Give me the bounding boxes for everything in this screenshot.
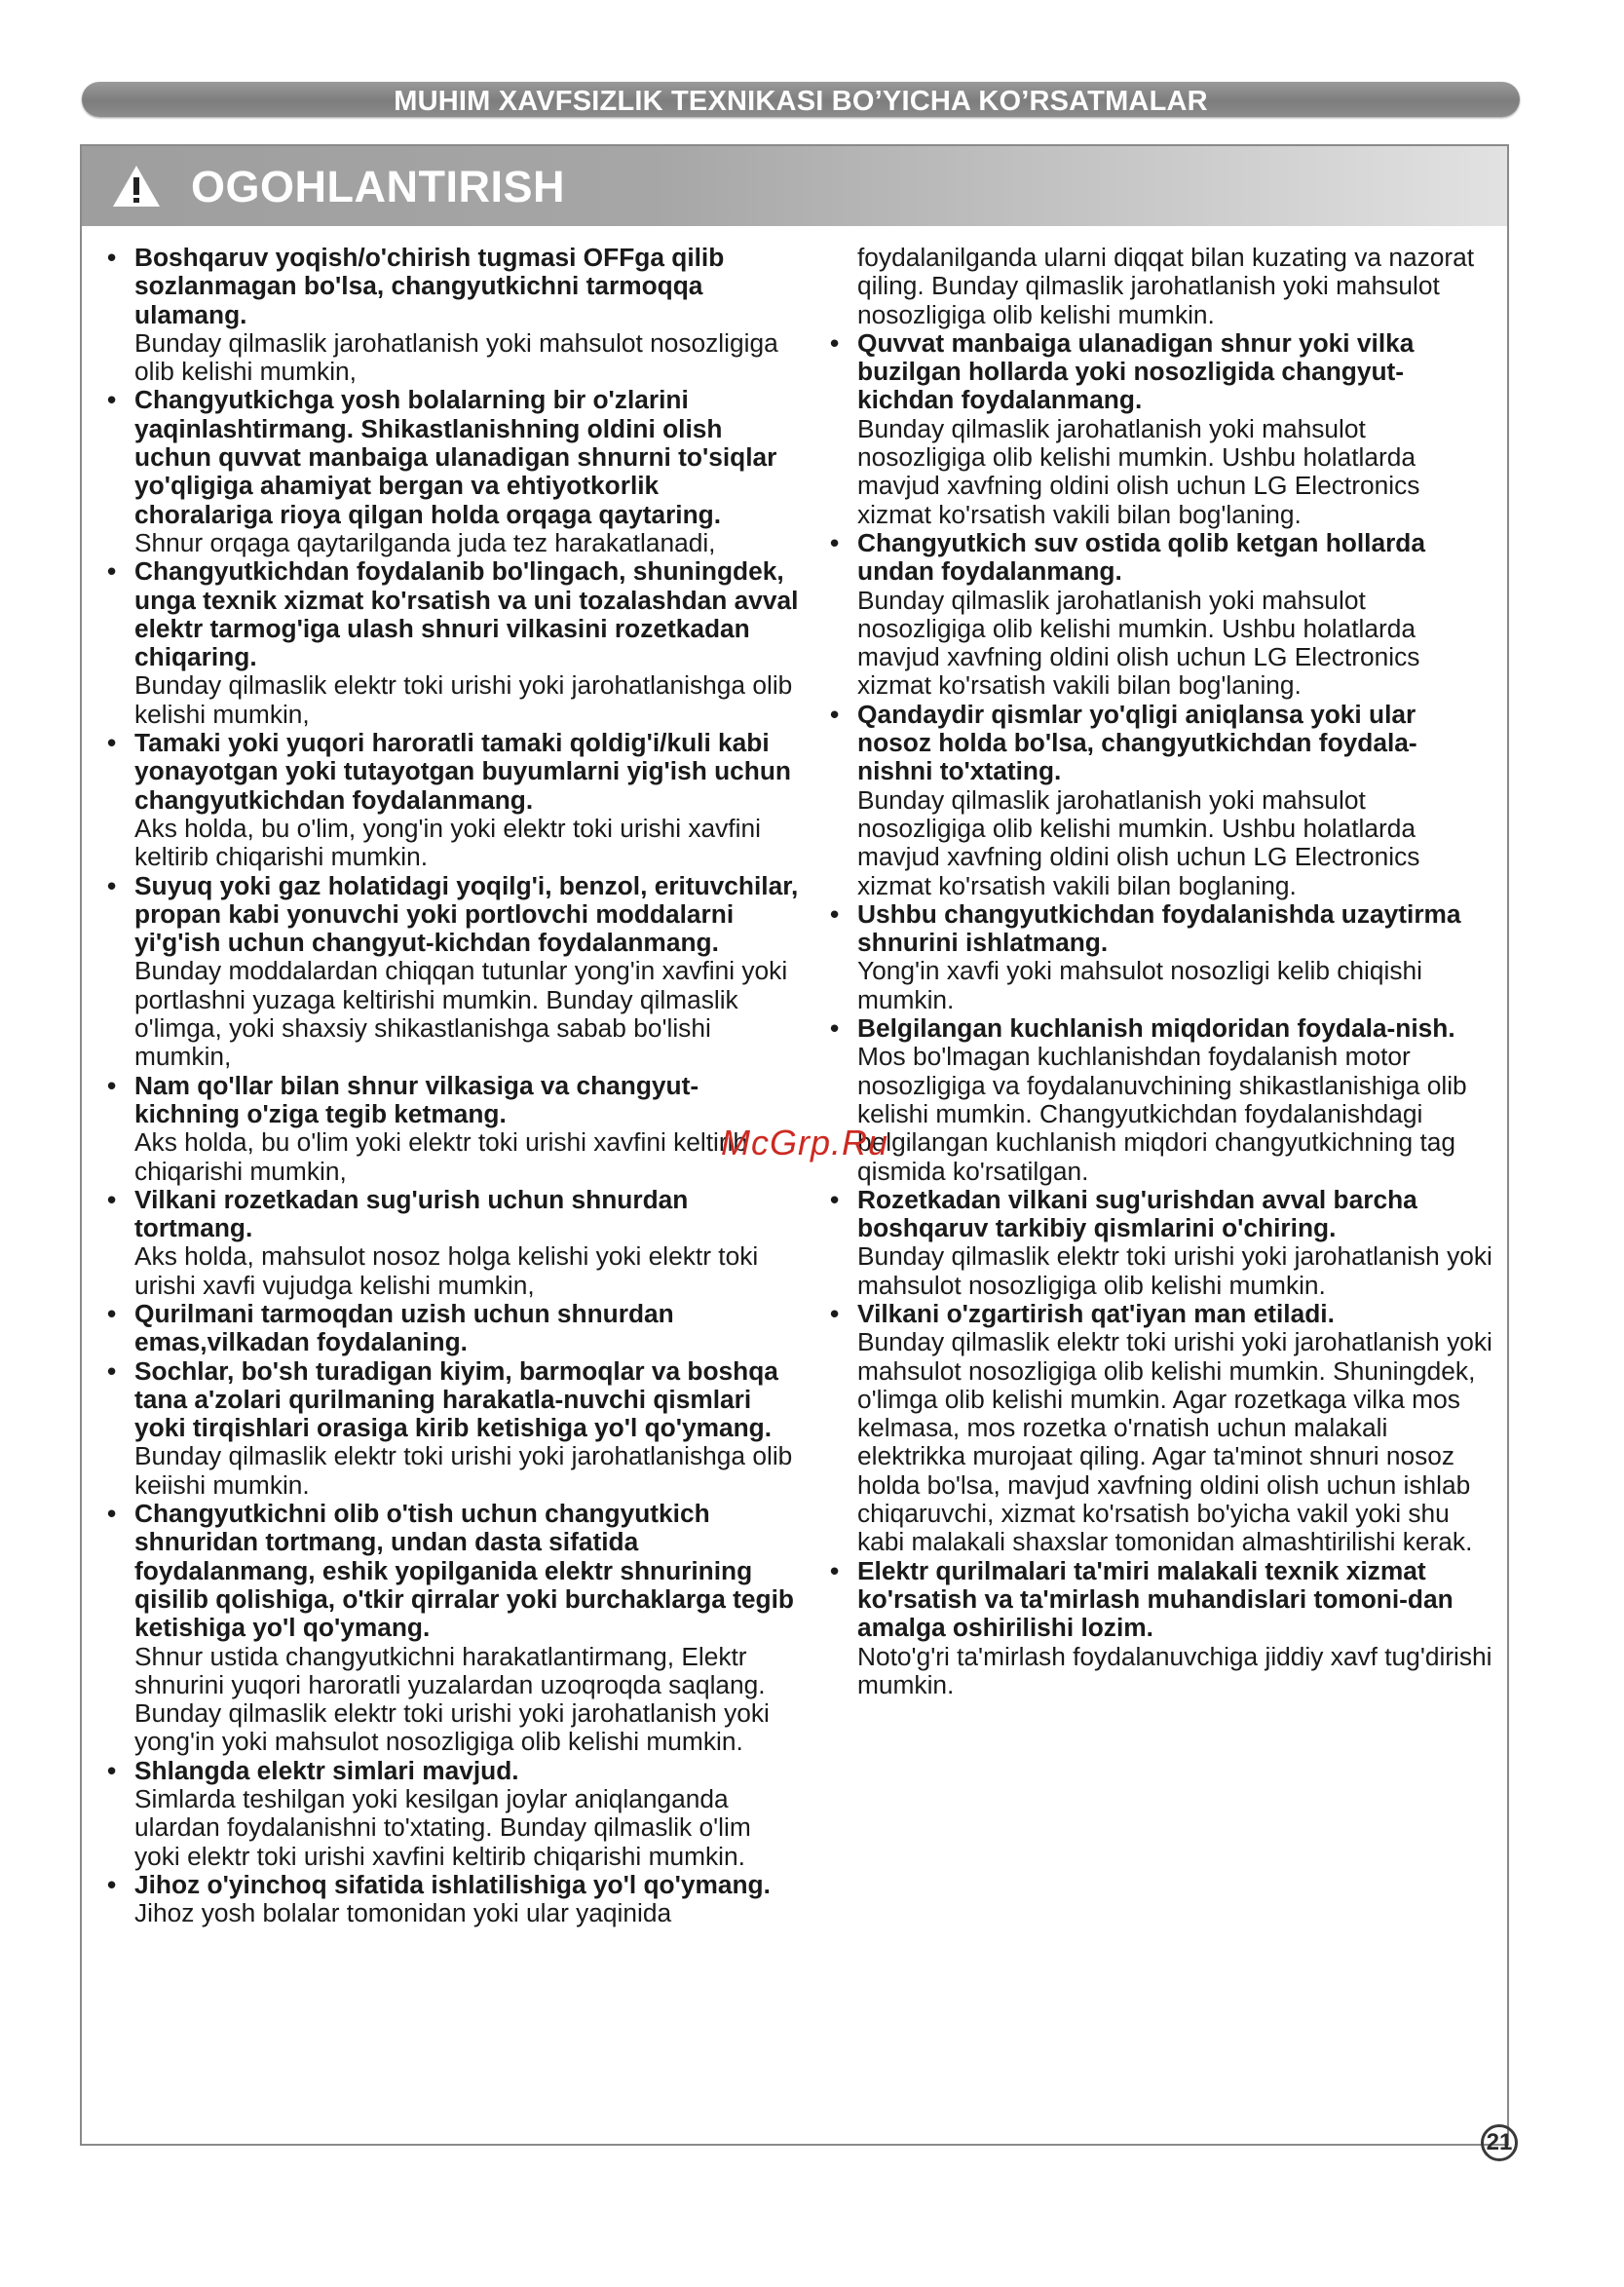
item-title: Belgilangan kuchlanish miqdoridan foydala-nish. xyxy=(857,1013,1455,1044)
list-item xyxy=(830,1014,1492,1186)
item-body: Shnur ustida changyutkichni harakatlantirmang, Elektr shnurini yuqori haroratli yuzalardan uzoqroqda saqlang. Bunday qilmaslik elektr toki urishi yoki jarohatlanish yoki yong'in yoki mahsulot nosozligiga olib kelishi mumkin. xyxy=(134,1641,770,1757)
section-title: MUHIM XAVFSIZLIK TEXNIKASI BO’YICHA KO’RSATMALAR xyxy=(394,86,1208,117)
item-body: Bunday qilmaslik jarohatlanish yoki mahsulot nosozligiga olib kelishi mumkin, xyxy=(134,327,778,387)
list-item xyxy=(107,244,799,386)
item-body: Bunday qilmaslik jarohatlanish yoki mahsulot nosozligiga olib kelishi mumkin. Ushbu holatlarda mavjud xavfning oldini olish uchun LG Electronics xizmat ko'rsatish vakili bilan bog'laning. xyxy=(857,585,1420,701)
bullet: • xyxy=(107,1499,117,1529)
bullet: • xyxy=(107,870,117,900)
item-title: Changyutkichdan foydalanib bo'lingach, shuningdek, unga texnik xizmat ko'rsatish va uni tozalashdan avval elektr tarmog'iga ulash shnuri vilkasini rozetkadan chiqaring. xyxy=(134,556,799,672)
bullet: • xyxy=(830,898,840,929)
item-body: Yong'in xavfi yoki mahsulot nosozligi kelib chiqishi mumkin. xyxy=(857,956,1422,1014)
list-item xyxy=(830,329,1492,529)
bullet: • xyxy=(107,1869,117,1899)
warning-header xyxy=(82,146,1507,226)
item-body: Aks holda, bu o'lim, yong'in yoki elektr toki urishi xavfini keltirib chiqarishi mumkin. xyxy=(134,813,761,872)
list-item xyxy=(107,386,799,557)
bullet: • xyxy=(107,243,117,272)
item-title: Changyutkich suv ostida qolib ketgan hollarda undan foydalanmang. xyxy=(857,527,1425,587)
list-item xyxy=(830,900,1492,1014)
item-title: Shlangda elektr simlari mavjud. xyxy=(134,1755,519,1785)
watermark: McGrp.Ru xyxy=(721,1123,889,1163)
bullet: • xyxy=(107,385,117,415)
bullet: • xyxy=(107,1184,117,1214)
item-body: Jihoz yosh bolalar tomonidan yoki ular yaqinida xyxy=(134,1898,672,1928)
item-title: Sochlar, bo'sh turadigan kiyim, barmoqlar va boshqa tana a'zolari qurilmaning harakatla-nuvchi qismlari yoki tirqishlari orasiga kirib ketishiga yo'l qo'ymang. xyxy=(134,1355,778,1443)
item-title: Suyuq yoki gaz holatidagi yoqilg'i, benzol, erituvchilar, propan kabi yonuvchi yoki portlovchi moddalarni yi'g'ish uchun changyut-kichdan foydalanmang. xyxy=(134,870,799,958)
bullet: • xyxy=(107,556,117,587)
item-body: Bunday qilmaslik elektr toki urishi yoki jarohatlanish yoki mahsulot nosozligiga olib kelishi mumkin. xyxy=(857,1241,1492,1300)
item-body: Bunday qilmaslik elektr toki urishi yoki jarohatlanishga olib kelishi mumkin, xyxy=(134,670,793,729)
list-item xyxy=(107,1357,799,1500)
page-number: 21 xyxy=(1481,2124,1518,2161)
list-item xyxy=(830,1557,1492,1699)
item-body: Bunday qilmaslik jarohatlanish yoki mahsulot nosozligiga olib kelishi mumkin. Ushbu holatlarda mavjud xavfning oldini olish uchun LG Electronics xizmat ko'rsatish vakili bilan boglaning. xyxy=(857,784,1420,900)
item-body: Bunday qilmaslik elektr toki urishi yoki jarohatlanish yoki mahsulot nosozligiga olib kelishi mumkin. Shuningdek, o'limga olib kelishi mumkin. Agar rozetkaga vilka mos kelmasa, mos rozetka o'rnatish uchun malakali elektrikka murojaat qiling. Agar ta'minot shnuri nosoz holda bo'lsa, mavjud xavfning oldini olish uchun ishlab chiqaruvchi, xizmat ko'rsatish bo'yicha vakil yoki shu kabi malakali shaxslar tomonidan almashtirilishi kerak. xyxy=(857,1327,1492,1557)
item-title: Rozetkadan vilkani sug'urishdan avval barcha boshqaruv tarkibiy qismlarini o'chiring. xyxy=(857,1184,1417,1243)
list-item xyxy=(830,529,1492,701)
list-item xyxy=(830,1300,1492,1557)
item-title: Tamaki yoki yuqori haroratli tamaki qoldig'i/kuli kabi yonayotgan yoki tutayotgan buyumlarni yig'ish uchun changyutkichdan foydalanmang. xyxy=(134,728,791,815)
list-item xyxy=(107,872,799,1072)
item-body: Aks holda, bu o'lim yoki elektr toki urishi xavfini keltirib chiqarishi mumkin, xyxy=(134,1127,748,1186)
list-item xyxy=(107,557,799,729)
warning-title: OGOHLANTIRISH xyxy=(191,162,565,211)
item-body: Shnur orqaga qaytarilganda juda tez harakatlanadi, xyxy=(134,527,716,557)
bullet: • xyxy=(830,1555,840,1585)
left-column xyxy=(107,244,799,1928)
warning-triangle-icon xyxy=(111,164,162,209)
list-item xyxy=(107,1300,799,1357)
bullet: • xyxy=(107,1070,117,1100)
list-item xyxy=(107,729,799,871)
list-item xyxy=(830,701,1492,900)
bullet: • xyxy=(830,1184,840,1214)
item-title: Vilkani rozetkadan sug'urish uchun shnurdan tortmang. xyxy=(134,1184,689,1243)
item-title: Qurilmani tarmoqdan uzish uchun shnurdan emas,vilkadan foydalaning. xyxy=(134,1298,674,1357)
item-body: Aks holda, mahsulot nosoz holga kelishi yoki elektr toki urishi xavfi vujudga kelishi mumkin, xyxy=(134,1241,759,1300)
item-body: Bunday qilmaslik jarohatlanish yoki mahsulot nosozligiga olib kelishi mumkin. Ushbu holatlarda mavjud xavfning oldini olish uchun LG Electronics xizmat ko'rsatish vakili bilan bog'laning. xyxy=(857,413,1420,529)
item-title: Elektr qurilmalari ta'miri malakali texnik xizmat ko'rsatish va ta'mirlash muhandislari tomoni-dan amalga oshirilishi lozim. xyxy=(857,1555,1454,1643)
item-body: Noto'g'ri ta'mirlash foydalanuvchiga jiddiy xavf tug'dirishi mumkin. xyxy=(857,1641,1492,1699)
continued-text: foydalanilganda ularni diqqat bilan kuzating va nazorat qiling. Bunday qilmaslik jarohatlanish yoki mahsulot nosozligiga olib kelishi mumkin. xyxy=(857,243,1475,329)
list-item xyxy=(107,1500,799,1757)
list-item xyxy=(107,1072,799,1186)
item-body: Bunday moddalardan chiqqan tutunlar yong'in xavfini yoki portlashni yuzaga keltirishi mumkin. Bunday qilmaslik o'limga, yoki shaxsiy shikastlanishga sabab bo'lishi mumkin, xyxy=(134,956,788,1072)
item-title: Vilkani o'zgartirish qat'iyan man etiladi. xyxy=(857,1298,1335,1328)
item-title: Changyutkichga yosh bolalarning bir o'zlarini yaqinlashtirmang. Shikastlanishning oldini olish uchun quvvat manbaiga ulanadigan shnurni to'siqlar yo'qligiga ahamiyat bergan va ehtiyotkorlik choralariga rioya qilgan holda orqaga qaytaring. xyxy=(134,385,777,529)
item-title: Quvvat manbaiga ulanadigan shnur yoki vilka buzilgan hollarda yoki nosozligida changyut-kichdan foydalanmang. xyxy=(857,327,1415,415)
bullet: • xyxy=(830,327,840,358)
item-body: Simlarda teshilgan yoki kesilgan joylar aniqlanganda ulardan foydalanishni to'xtating. Bunday qilmaslik o'lim yoki elektr toki urishi xavfini keltirib chiqarishi mumkin. xyxy=(134,1784,751,1871)
list-item xyxy=(830,1186,1492,1300)
list-item xyxy=(107,1757,799,1871)
bullet: • xyxy=(830,527,840,557)
list-item xyxy=(107,1186,799,1300)
section-header-bar xyxy=(82,82,1520,117)
item-title: Ushbu changyutkichdan foydalanishda uzaytirma shnurini ishlatmang. xyxy=(857,898,1461,958)
bullet: • xyxy=(107,1755,117,1785)
right-column xyxy=(830,244,1492,1699)
item-title: Qandaydir qismlar yo'qligi aniqlansa yoki ular nosoz holda bo'lsa, changyutkichdan foydala-nishni to'xtating. xyxy=(857,699,1417,786)
bullet: • xyxy=(830,699,840,729)
bullet: • xyxy=(830,1013,840,1044)
item-body: Mos bo'lmagan kuchlanishdan foydalanish motor nosozligiga va foydalanuvchining shikastlanishiga olib kelishi mumkin. Changyutkichdan foydalanishdagi belgilangan kuchlanish miqdori changyutkichning tag qismida ko'rsatilgan. xyxy=(857,1042,1467,1186)
item-title: Nam qo'llar bilan shnur vilkasiga va changyut-kichning o'ziga tegib ketmang. xyxy=(134,1070,699,1128)
bullet: • xyxy=(107,1298,117,1328)
item-title: Boshqaruv yoqish/o'chirish tugmasi OFFga qilib sozlanmagan bo'lsa, changyutkichni tarmoqqa ulamang. xyxy=(134,243,725,329)
item-title: Jihoz o'yinchoq sifatida ishlatilishiga yo'l qo'ymang. xyxy=(134,1869,771,1899)
list-item xyxy=(107,1871,799,1928)
item-body: Bunday qilmaslik elektr toki urishi yoki jarohatlanishga olib keiishi mumkin. xyxy=(134,1441,793,1500)
bullet: • xyxy=(107,728,117,758)
bullet: • xyxy=(830,1298,840,1328)
bullet: • xyxy=(107,1355,117,1386)
item-title: Changyutkichni olib o'tish uchun changyutkich shnuridan tortmang, undan dasta sifatida foydalanmang, eshik yopilganida elektr shnurining qisilib qolishiga, o'tkir qirralar yoki burchaklarga tegib ketishiga yo'l qo'ymang. xyxy=(134,1499,794,1643)
